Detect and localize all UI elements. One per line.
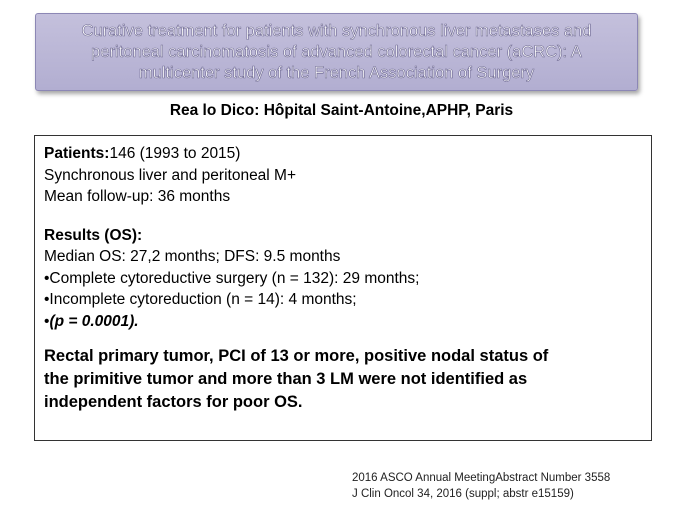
title-line-2: peritoneal carcinomatosis of advanced colorectal cancer (aCRC): A	[91, 42, 582, 61]
conclusion-line-2: the primitive tumor and more than 3 LM were not identified as	[44, 370, 528, 388]
citation-footer	[352, 470, 610, 502]
bullet-marker: •	[44, 312, 50, 330]
title-banner	[35, 13, 638, 91]
conclusion-line-1: Rectal primary tumor, PCI of 13 or more, positive nodal status of	[44, 347, 549, 365]
citation-line-1: 2016 ASCO Annual MeetingAbstract Number 3558	[352, 472, 611, 484]
patients-label: Patients:	[44, 145, 110, 162]
results-bullet-1: •Complete cytoreductive surgery (n = 132): 29 months;	[44, 269, 420, 287]
slide-title	[74, 21, 600, 84]
conclusion-line-3: independent factors for poor OS.	[44, 393, 303, 411]
citation-line-2: J Clin Oncol 34, 2016 (suppl; abstr e15159)	[352, 488, 574, 500]
p-value: (p = 0.0001).	[49, 312, 139, 330]
affiliation-subtitle: Rea lo Dico: Hôpital Saint-Antoine,APHP, Paris	[169, 102, 514, 119]
results-bullet-3	[44, 311, 642, 333]
content-box	[34, 135, 652, 441]
title-line-3: multicenter study of the French Association of Surgery	[138, 63, 535, 82]
patients-line	[44, 143, 642, 165]
conclusion-text	[44, 345, 642, 414]
results-heading: Results (OS):	[44, 226, 143, 244]
patients-detail-2: Mean follow-up: 36 months	[44, 188, 231, 205]
title-line-1: Curative treatment for patients with synchronous liver metastases and	[81, 21, 592, 40]
patients-detail-1: Synchronous liver and peritoneal M+	[44, 166, 297, 184]
results-bullet-2: •Incomplete cytoreduction (n = 14): 4 months;	[44, 291, 357, 308]
patients-value: 146 (1993 to 2015)	[109, 145, 241, 162]
results-median: Median OS: 27,2 months; DFS: 9.5 months	[44, 248, 341, 265]
